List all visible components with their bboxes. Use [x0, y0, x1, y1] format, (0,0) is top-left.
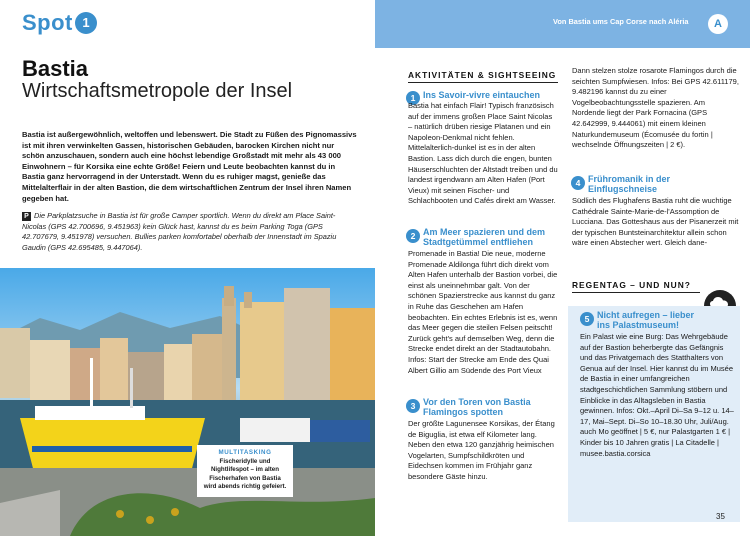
page-number: 35	[716, 512, 725, 521]
item-title: Frühromanik in der	[588, 174, 671, 184]
multitasking-box	[197, 445, 293, 497]
item-body: Ein Palast wie eine Burg: Das Wehrgebäude auf der Bastion beherbergte das Gefängnis und das Privatgemach des Statthalters von Genua auf der Insel. Hier kannst du im Musée de Bastia in einer umfangreichen stadtgeschichtlichen Sammlung stöbern und Einblicke in das Alltagsleben in Bastia gewinnen. Infos: Okt.–April Di–Sa 9–12 u. 14–17, Mai–Sept. Di–So 10–18.30 Uhr, Juli/Aug. auch Mo geöffnet | 5 €, nur Palastgarten 1 € | Kinder bis 10 Jahren gratis | La Citadelle | musee.bastia.corsica	[580, 332, 734, 458]
item-number: 4	[571, 176, 585, 190]
item-title-line2: ins Palastmuseum!	[597, 320, 680, 330]
item-title-line2: Einflugschneise	[588, 184, 658, 194]
item-body: Der größte Lagunensee Korsikas, der Étang de Biguglia, ist etwa elf Kilometer lang. Neben den etwa 120 ganzjährig heimischen Vogelarten, Sumpfschildkröten und Eidechsen kommen im Frühjahr ganz besondere Gäste hinzu.	[408, 419, 555, 481]
item-number: 1	[406, 91, 420, 105]
item-number: 3	[406, 399, 420, 413]
harbor-illustration	[0, 268, 375, 536]
parking-icon: P	[22, 212, 31, 221]
item-body: Bastia hat einfach Flair! Typisch französisch auf der immens großen Place Saint Nicolas – natürlich drüben riesige Platanen und ein Napoleon-Denkmal nicht fehlen. Mittelalterlich-dunkel ist es in der alten Bastion. Lass dich durch die engen, bunten Häuserschluchten der Altstadt treiben und du landest irgendwann am Alten Hafen (Port Vieux) mit seinen Fischer- und Schlachbooten und Cafés direkt am Wasser.	[408, 101, 558, 206]
item-title: Vor den Toren von Bastia	[423, 397, 531, 407]
item-title: Am Meer spazieren und dem	[423, 227, 546, 237]
item-body: Südlich des Flughafens Bastia ruht die wuchtige Cathédrale Sainte-Marie-de-l'Assomption de Lucciana. Das Gotteshaus aus der Pisanerzeit mit der typischen Buntsteinarchitektur allein schon wäre einen Abstecher wert. Gleich dane-	[572, 196, 739, 248]
heading-rule	[408, 82, 558, 83]
flamingo-continued: Dann stelzen stolze rosarote Flamingos durch die seichten Sumpfwiesen. Infos: Bei GPS 42.611179, 9.482196 kannst du zu einer Vogelbeobachtungsstelle spazieren. Am Nordende liegt der Park Fornacina (GPS 42.642999, 9.444061) mit einem kleinen Naturkundemuseum (Écomusée du fortin | wechselnde Öffnungszeiten | 2 €).	[572, 66, 739, 150]
parking-tip	[22, 211, 358, 253]
item-title: Nicht aufregen – lieber	[597, 310, 695, 320]
page-subtitle: Wirtschaftsmetropole der Insel	[22, 80, 293, 102]
route-badge: A	[708, 14, 728, 34]
item-title-line2: Stadtgetümmel entfliehen	[423, 237, 534, 247]
heading-rule	[572, 292, 700, 293]
harbor-photo	[0, 268, 375, 536]
page-title: Bastia	[22, 56, 89, 81]
rainday-heading: REGENTAG – UND NUN?	[572, 280, 691, 290]
item-title: Ins Savoir-vivre eintauchen	[423, 90, 541, 100]
intro-paragraph: Bastia ist außergewöhnlich, weltoffen und lebenswert. Die Stadt zu Füßen des Pignomassivs ist mit ihren verwinkelten Gassen, historischen Gebäuden, barocken Kirchen nicht nur schön anzuschauen, sondern auch eine höchst lebendige Großstadt mit mehr als 43 000 Einwohnern – für Korsika eine echte Größe! Feiern und Leute beobachten kannst du in Bastia ganz hervorragend in der Unterstadt. Wenn du es ruhiger magst, genieße das Mittelalterflair in der alten Bastion, die dem wirtschaftlichen Zentrum der Insel ihren Namen gegeben hat.	[22, 130, 357, 203]
multitasking-text: Fischeridylle und Nightlifespot – im alten Fischerhafen von Bastia wird abends richtig gefeiert.	[203, 458, 287, 491]
parking-tip-text: Die Parkplatzsuche in Bastia ist für große Camper sportlich. Wenn du direkt am Place Saint-Nicolas (GPS 42.700696, 9.451963) kein Glück hast, kannst du es beim Parking Toga (GPS 42.707679, 9.451978) versuchen. Bullies parken komfortabel oberhalb der Innenstadt im Spaziu Gaudin (GPS 42.695485, 9.447064).	[22, 211, 337, 252]
item-title-line2: Flamingos spotten	[423, 407, 504, 417]
spot-label: Spot	[22, 10, 73, 35]
activities-heading: AKTIVITÄTEN & SIGHTSEEING	[408, 70, 557, 80]
item-number: 5	[580, 312, 594, 326]
multitasking-heading: MULTITASKING	[218, 449, 272, 456]
item-body: Promenade in Bastia! Die neue, moderne Promenade Aldilonga führt dich direkt vom Alten Hafen unterhalb der Bastion vorbei, die einst als uneinnehmbar galt. Von der schönen Spazierstrecke aus kannst du ganz in Ruhe das Geschehen am Hafen beobachten. Ein echtes Erlebnis ist es, wenn das Meer gegen die steilen Felsen peitscht! Zurück geht's auf demselben Weg, denn die Strecke endet direkt an der Stadtautobahn. Infos: Start der Strecke am Ende des Quai Albert Gillio am Südende des Port Vieux	[408, 249, 558, 375]
item-number: 2	[406, 229, 420, 243]
route-title: Von Bastia ums Cap Corse nach Aléria	[553, 17, 689, 26]
spot-number-badge: 1	[75, 12, 97, 34]
